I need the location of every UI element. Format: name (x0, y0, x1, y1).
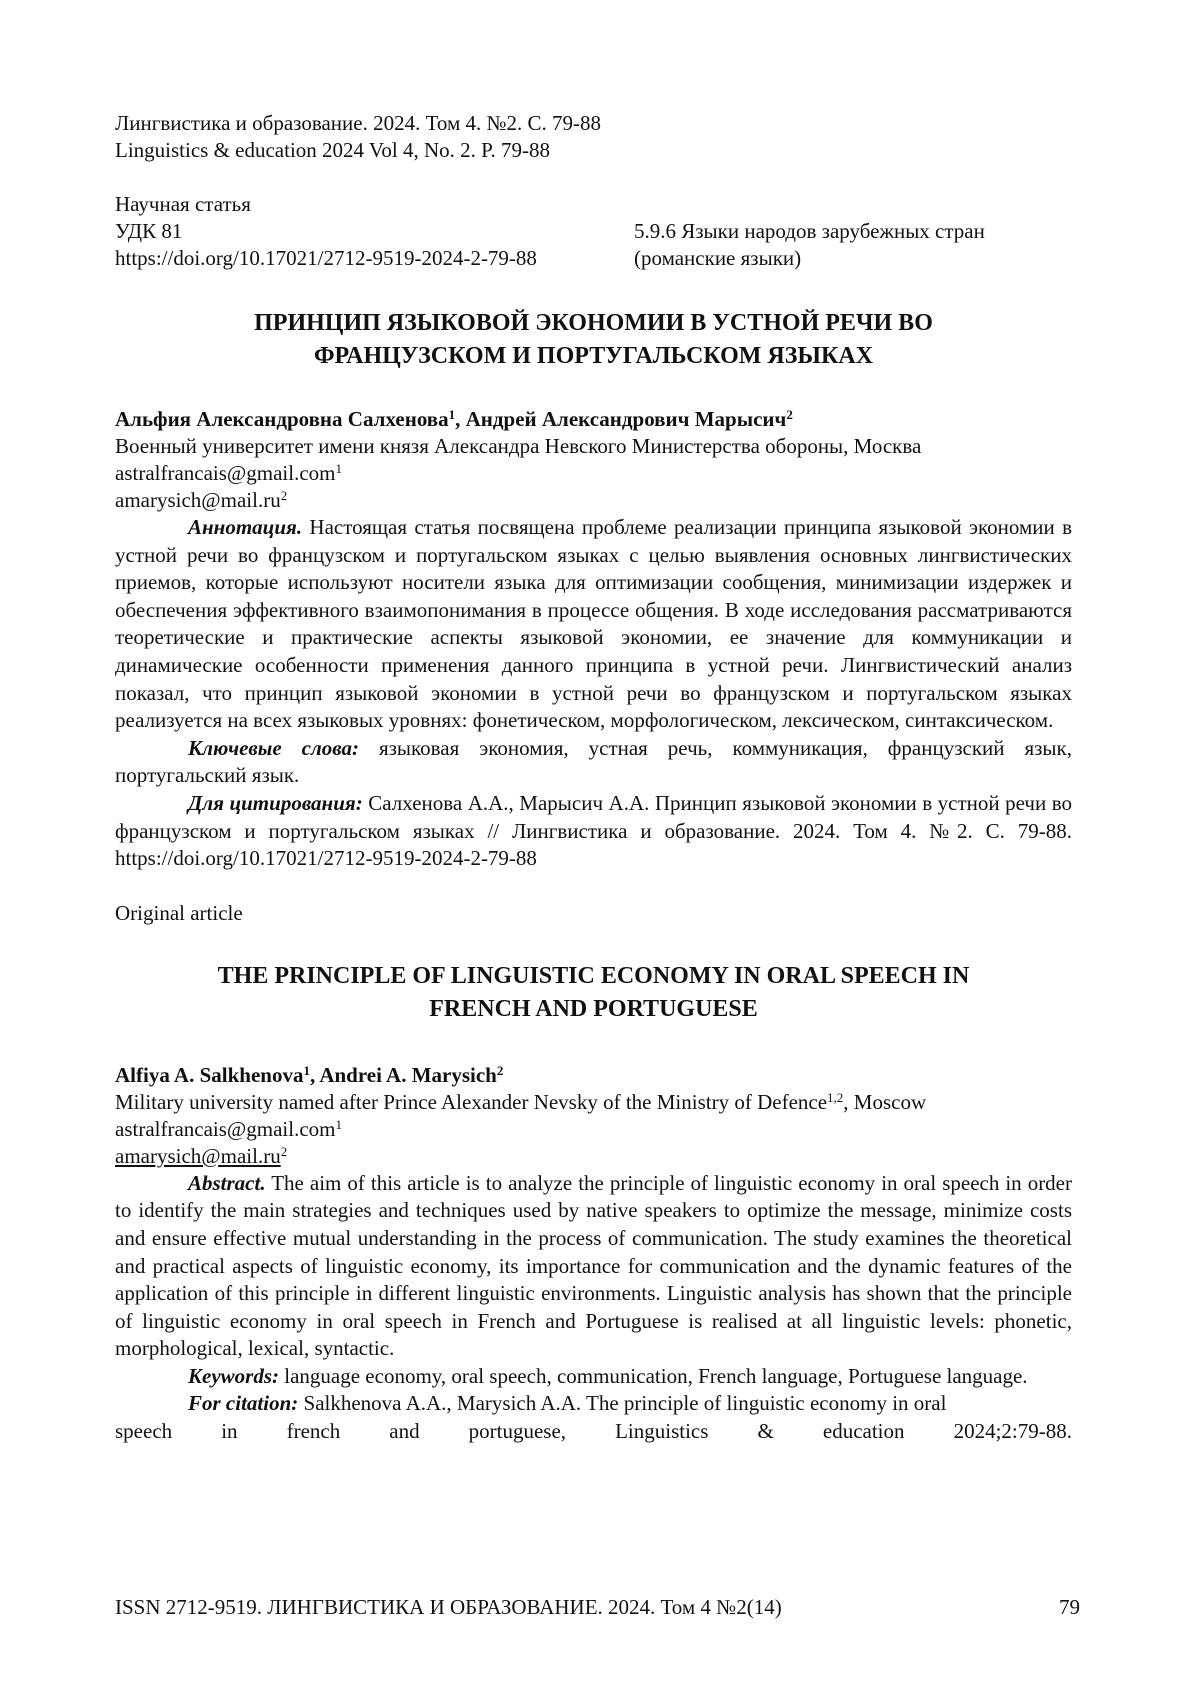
author-2-en: Andrei A. Marysich (319, 1062, 497, 1087)
author-1-ru: Альфия Александровна Салхенова (115, 407, 449, 431)
citation-ru-label: Для цитирования: (188, 790, 363, 815)
citation-ru (115, 790, 1072, 873)
affiliation-en (115, 1089, 1072, 1116)
author-1-en: Alfiya A. Salkhenova (115, 1062, 304, 1087)
doi-link[interactable]: https://doi.org/10.17021/2712-9519-2024-2-79-88 (115, 246, 537, 270)
affiliation-en-sup: 1,2 (827, 1089, 844, 1105)
title-ru-line-1: ПРИНЦИП ЯЗЫКОВОЙ ЭКОНОМИИ В УСТНОЙ РЕЧИ ВО (254, 310, 933, 336)
citation-ru-text: Салхенова А.А., Марысич А.А. Принцип языковой экономии в устной речи во французском и португальском языках // Лингвистика и образование. 2024. Том 4. №2. С. 79-88. https://doi.org/10.17021/2712-9519-2024-2-79-88 (115, 790, 1073, 871)
citation-word: french (286, 1419, 341, 1444)
email-2-en-sup: 2 (280, 1143, 288, 1159)
affiliation-ru: Военный университет имени князя Александра Невского Министерства обороны, Москва (115, 434, 922, 458)
citation-en-label: For citation: (188, 1391, 299, 1416)
udc: УДК 81 (115, 219, 183, 243)
authors-separator: , (455, 407, 466, 431)
page-footer (115, 1594, 1080, 1621)
journal-ref-en: Linguistics & education 2024 Vol 4, No. 2. P. 79-88 (115, 138, 550, 162)
title-en-line-2: FRENCH AND PORTUGUESE (429, 995, 758, 1022)
author-1-en-sup: 1 (303, 1062, 310, 1078)
citation-word: speech (115, 1419, 173, 1444)
email-2-sup: 2 (280, 488, 288, 503)
author-2-sup: 2 (786, 407, 793, 422)
page-number: 79 (1059, 1595, 1080, 1619)
abstract-en (115, 1170, 1072, 1363)
authors-ru (115, 406, 1072, 433)
affiliation-en-city: , Moscow (843, 1089, 927, 1114)
authors-en (115, 1062, 1072, 1089)
title-ru (115, 307, 1072, 373)
email-2-en[interactable] (115, 1143, 1072, 1170)
citation-en-last-line (115, 1418, 1072, 1445)
citation-word: in (221, 1419, 238, 1444)
email-2-ru[interactable] (115, 487, 1072, 514)
keywords-ru (115, 735, 1072, 790)
abstract-ru-text: Настоящая статья посвящена проблеме реализации принципа языковой экономии в устной речи во французском и португальском языках с целью выявления основных лингвистических приемов, которые используют носители языка для оптимизации сообщения, минимизации издержек и обеспечения эффективного взаимопонимания в процессе общения. В ходе исследования рассматриваются теоретические и практические аспекты языковой экономии, ее значение для коммуникации и динамические особенности применения данного принципа в устной речи. Лингвистический анализ показал, что принцип языковой экономии в устной речи во французском и португальском языках реализуется на всех языковых уровнях: фонетическом, морфологическом, лексическом, синтаксическом. (115, 515, 1072, 733)
abstract-ru-label: Аннотация. (188, 515, 303, 539)
citation-word: education (822, 1419, 905, 1444)
specialty-line-2: (романские языки) (634, 246, 802, 270)
title-en (115, 960, 1072, 1026)
footer-issn: ISSN 2712-9519. ЛИНГВИСТИКА И ОБРАЗОВАНИЕ. 2024. Том 4 №2(14) (115, 1595, 782, 1619)
abstract-ru (115, 514, 1072, 735)
citation-word: & (757, 1419, 774, 1444)
keywords-en (115, 1363, 1072, 1391)
keywords-en-text: language economy, oral speech, communication, French language, Portuguese language. (279, 1363, 1028, 1388)
udc-specialty-row (115, 218, 1072, 272)
abstract-en-label: Abstract. (188, 1170, 266, 1195)
citation-en-text: Salkhenova A.A., Marysich A.A. The principle of linguistic economy in oral (298, 1391, 947, 1416)
affiliation-en-text: Military university named after Prince Alexander Nevsky of the Ministry of Defence (115, 1089, 828, 1114)
keywords-ru-text: языковая экономия, устная речь, коммуникация, французский язык, португальский язык. (115, 735, 1072, 788)
article-type-ru: Научная статья (115, 192, 251, 216)
email-1-sup: 1 (335, 461, 342, 476)
specialty-line-1: 5.9.6 Языки народов зарубежных стран (634, 219, 985, 243)
email-2-en-link[interactable]: amarysich@mail.ru (115, 1143, 281, 1168)
article-type-en: Original article (115, 900, 243, 925)
title-en-line-1: THE PRINCIPLE OF LINGUISTIC ECONOMY IN ORAL SPEECH IN (217, 962, 970, 989)
author-2-ru: Андрей Александрович Марысич (465, 407, 787, 431)
email-1-text[interactable]: astralfrancais@gmail.com (115, 461, 336, 485)
keywords-en-label: Keywords: (188, 1363, 279, 1388)
citation-en (115, 1390, 1072, 1418)
author-2-en-sup: 2 (496, 1062, 504, 1078)
email-1-en-text[interactable]: astralfrancais@gmail.com (115, 1116, 336, 1141)
citation-word: 2024;2:79-88. (953, 1419, 1072, 1444)
email-2-text[interactable]: amarysich@mail.ru (115, 488, 281, 512)
email-1-ru[interactable] (115, 460, 1072, 487)
title-ru-line-2: ФРАНЦУЗСКОМ И ПОРТУГАЛЬСКОМ ЯЗЫКАХ (313, 343, 874, 369)
citation-word: portuguese, (468, 1419, 567, 1444)
abstract-en-text: The aim of this article is to analyze the principle of linguistic economy in oral speech in order to identify the main strategies and techniques used by native speakers to optimize the message, minimize costs and ensure effective mutual understanding in the process of communication. The study examines the theoretical and practical aspects of linguistic economy, its importance for communication and the dynamic features of the application of this principle in different linguistic environments. Linguistic analysis has shown that the principle of linguistic economy in oral speech in French and Portuguese is realised at all linguistic levels: phonetic, morphological, lexical, syntactic. (115, 1170, 1072, 1361)
authors-en-separator: , (309, 1062, 320, 1087)
email-1-en-sup: 1 (335, 1116, 342, 1132)
email-1-en[interactable] (115, 1116, 1072, 1143)
article-page (115, 110, 1072, 1445)
citation-word: and (389, 1419, 420, 1444)
citation-word: Linguistics (615, 1419, 709, 1444)
journal-ref-ru: Лингвистика и образование. 2024. Том 4. №2. С. 79-88 (115, 111, 602, 135)
author-1-sup: 1 (448, 407, 456, 422)
keywords-ru-label: Ключевые слова: (188, 735, 359, 760)
